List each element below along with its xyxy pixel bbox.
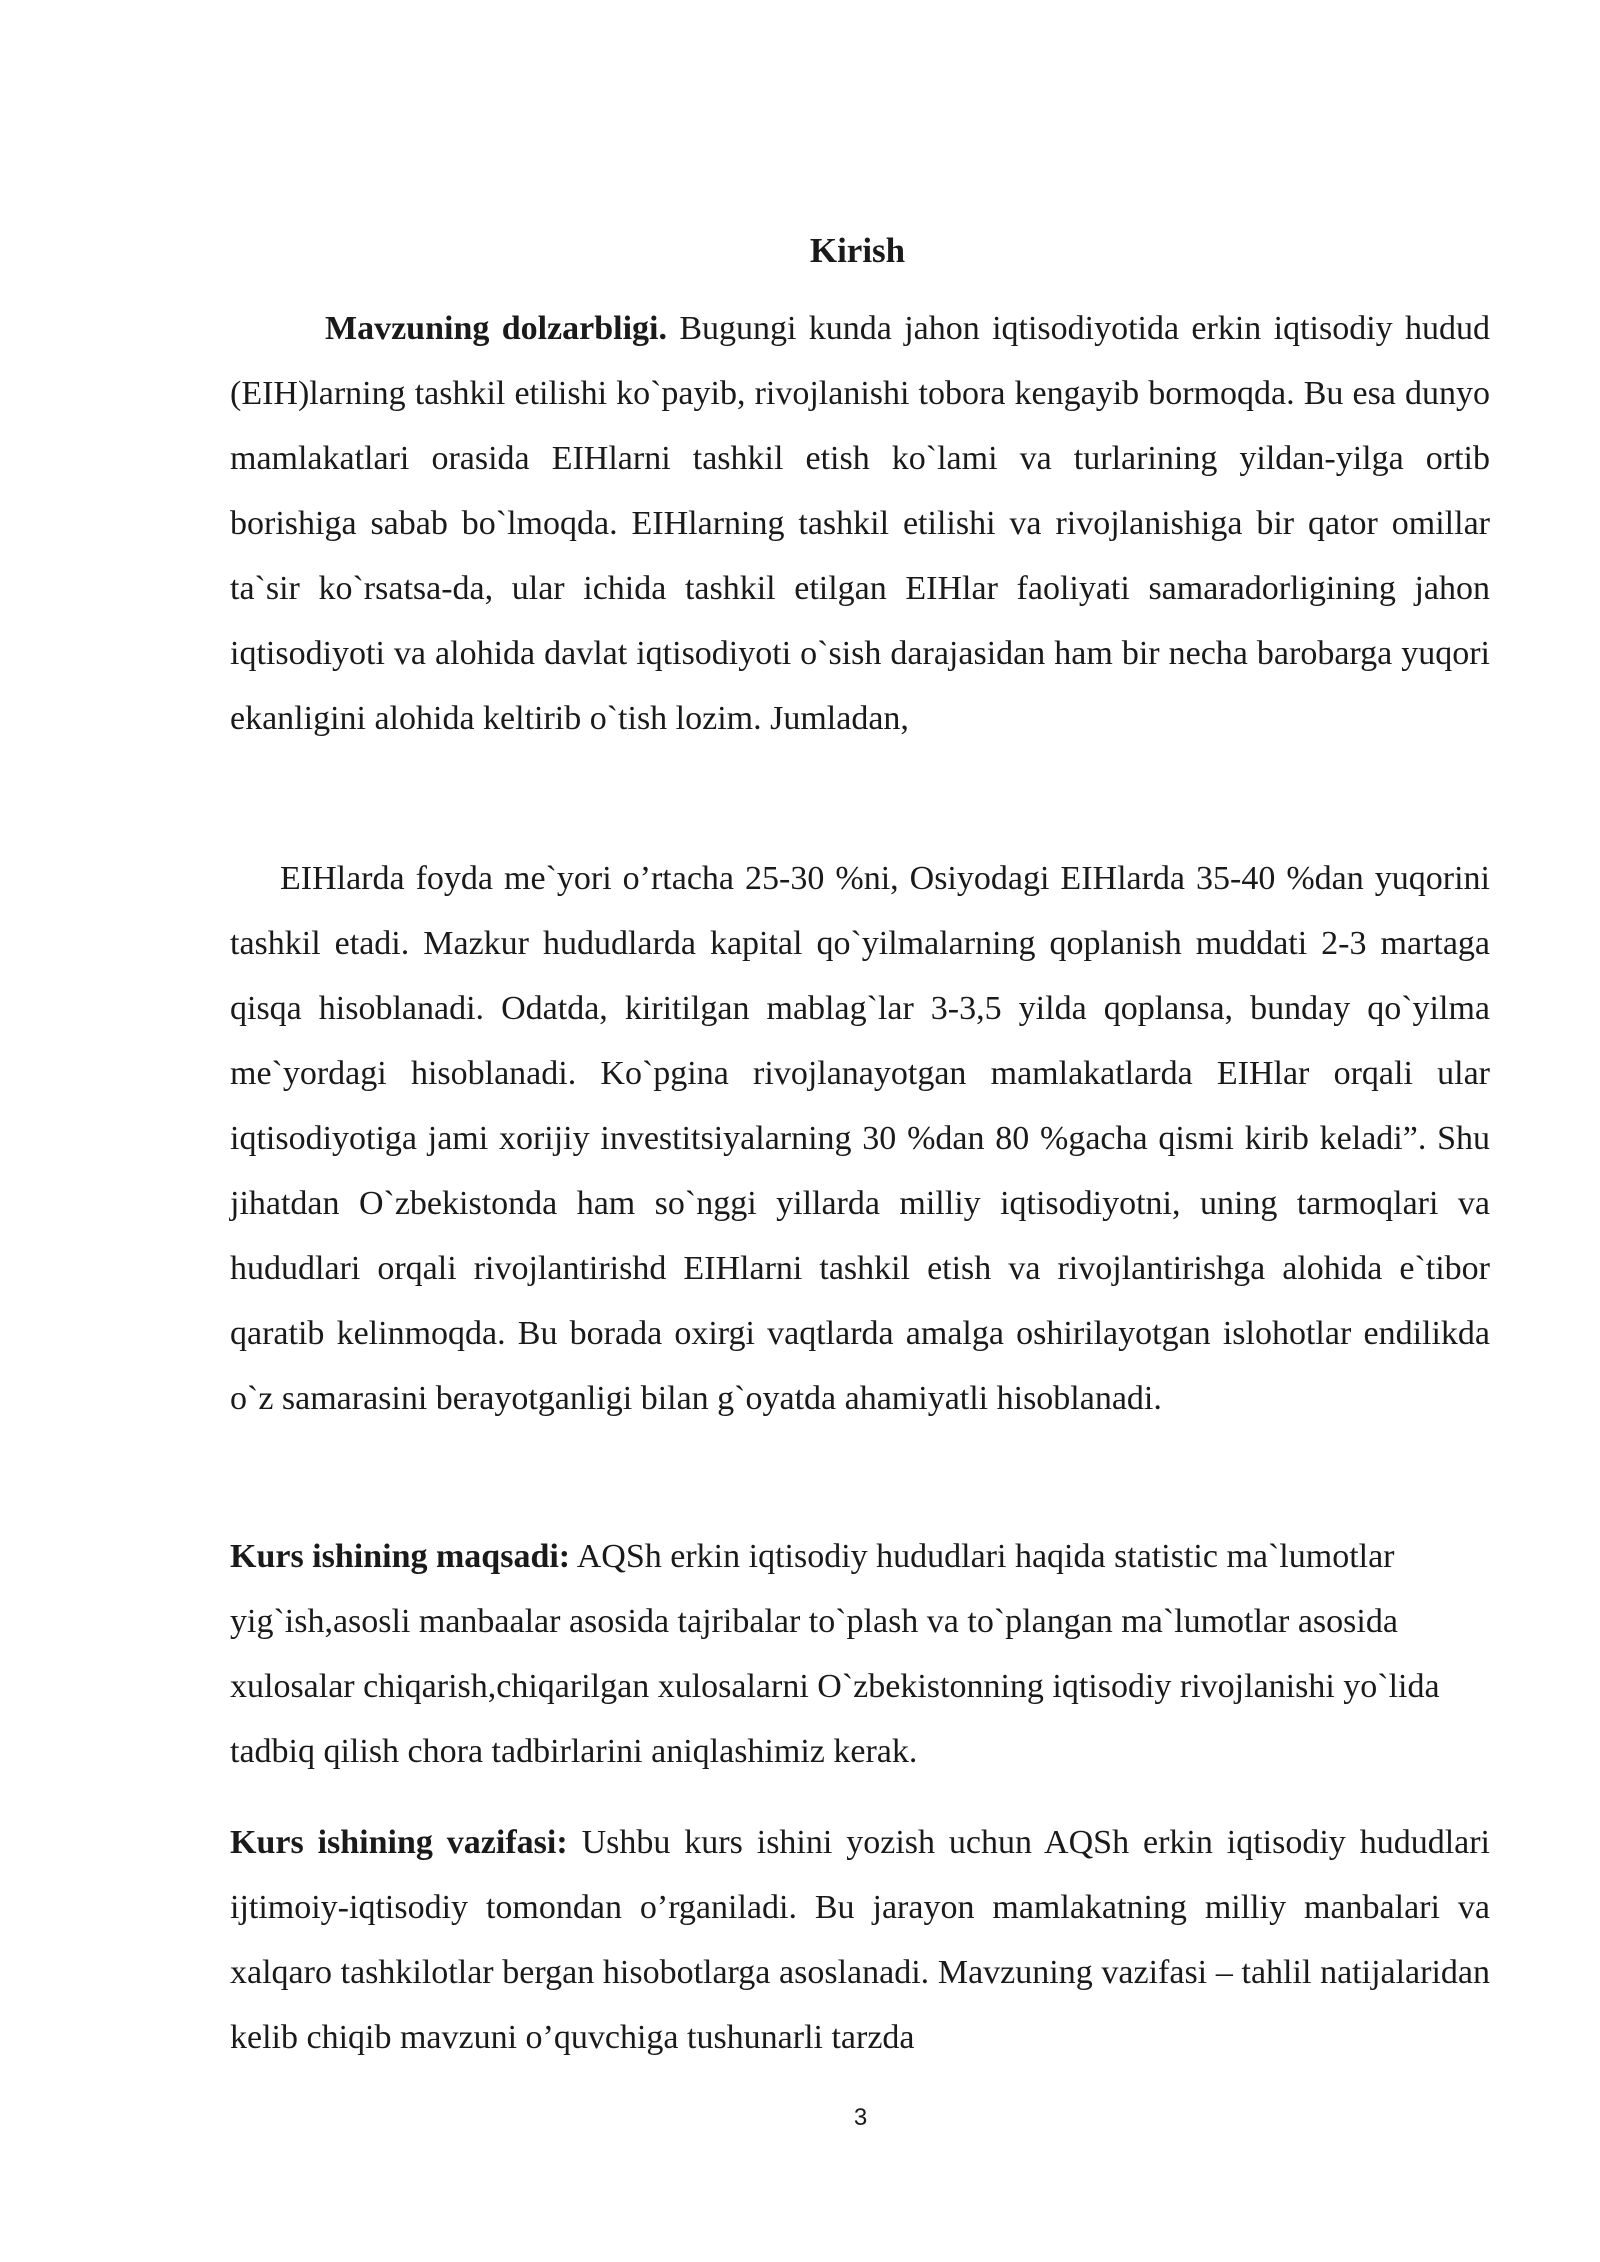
- page-number: 3: [853, 2104, 868, 2131]
- paragraph-lead: Kurs ishining vazifasi:: [230, 1824, 568, 1861]
- paragraph-statistics: [230, 846, 1490, 1431]
- paragraph-text: AQSh erkin iqtisodiy hududlari haqida statistic ma`lumotlar yig`ish,asosli manbaalar asosida tajribalar to`plash va to`plangan ma`lumotlar asosida xulosalar chiqarish,chiqarilgan xulosalarni O`zbekistonning iqtisodiy rivojlanishi yo`lida tadbiq qilish chora tadbirlarini aniqlashimiz kerak.: [230, 1538, 1440, 1770]
- paragraph-tasks: [230, 1810, 1490, 2070]
- paragraph-lead: Mavzuning dolzarbligi.: [325, 310, 667, 347]
- paragraph-goal: [230, 1524, 1490, 1784]
- paragraph-text: Ushbu kurs ishini yozish uchun AQSh erkin iqtisodiy hududlari ijtimoiy-iqtisodiy tomondan o’rganiladi. Bu jarayon mamlakatning milliy manbalari va xalqaro tashkilotlar bergan hisobotlarga asoslanadi. Mavzuning vazifasi – tahlil natijalaridan kelib chiqib mavzuni o’quvchiga tushunarli tarzda: [230, 1824, 1490, 2056]
- paragraph-relevance: [230, 296, 1490, 751]
- section-heading: Kirish: [809, 231, 906, 270]
- paragraph-lead: Kurs ishining maqsadi:: [230, 1538, 571, 1575]
- paragraph-text: EIHlarda foyda me`yori o’rtacha 25-30 %ni, Osiyodagi EIHlarda 35-40 %dan yuqorini tashkil etadi. Mazkur hududlarda kapital qo`yilmalarning qoplanish muddati 2-3 martaga qisqa hisoblanadi. Odatda, kiritilgan mablag`lar 3-3,5 yilda qoplansa, bunday qo`yilma me`yordagi hisoblanadi. Ko`pgina rivojlanayotgan mamlakatlarda EIHlar orqali ular iqtisodiyotiga jami xorijiy investitsiyalarning 30 %dan 80 %gacha qismi kirib keladi”. Shu jihatdan O`zbekistonda ham so`nggi yillarda milliy iqtisodiyotni, uning tarmoqlari va hududlari orqali rivojlantirishd EIHlarni tashkil etish va rivojlantirishga alohida e`tibor qaratib kelinmoqda. Bu borada oxirgi vaqtlarda amalga oshirilayotgan islohotlar endilikda o`z samarasini berayotganligi bilan g`oyatda ahamiyatli hisoblanadi.: [230, 860, 1490, 1417]
- paragraph-text: Bugungi kunda jahon iqtisodiyotida erkin iqtisodiy hudud (EIH)larning tashkil etilishi ko`payib, rivojlanishi tobora kengayib bormoqda. Bu esa dunyo mamlakatlari orasida EIHlarni tashkil etish ko`lami va turlarining yildan-yilga ortib borishiga sabab bo`lmoqda. EIHlarning tashkil etilishi va rivojlanishiga bir qator omillar ta`sir ko`rsatsa-da, ular ichida tashkil etilgan EIHlar faoliyati samaradorligining jahon iqtisodiyoti va alohida davlat iqtisodiyoti o`sish darajasidan ham bir necha barobarga yuqori ekanligini alohida keltirib o`tish lozim. Jumladan,: [230, 310, 1490, 737]
